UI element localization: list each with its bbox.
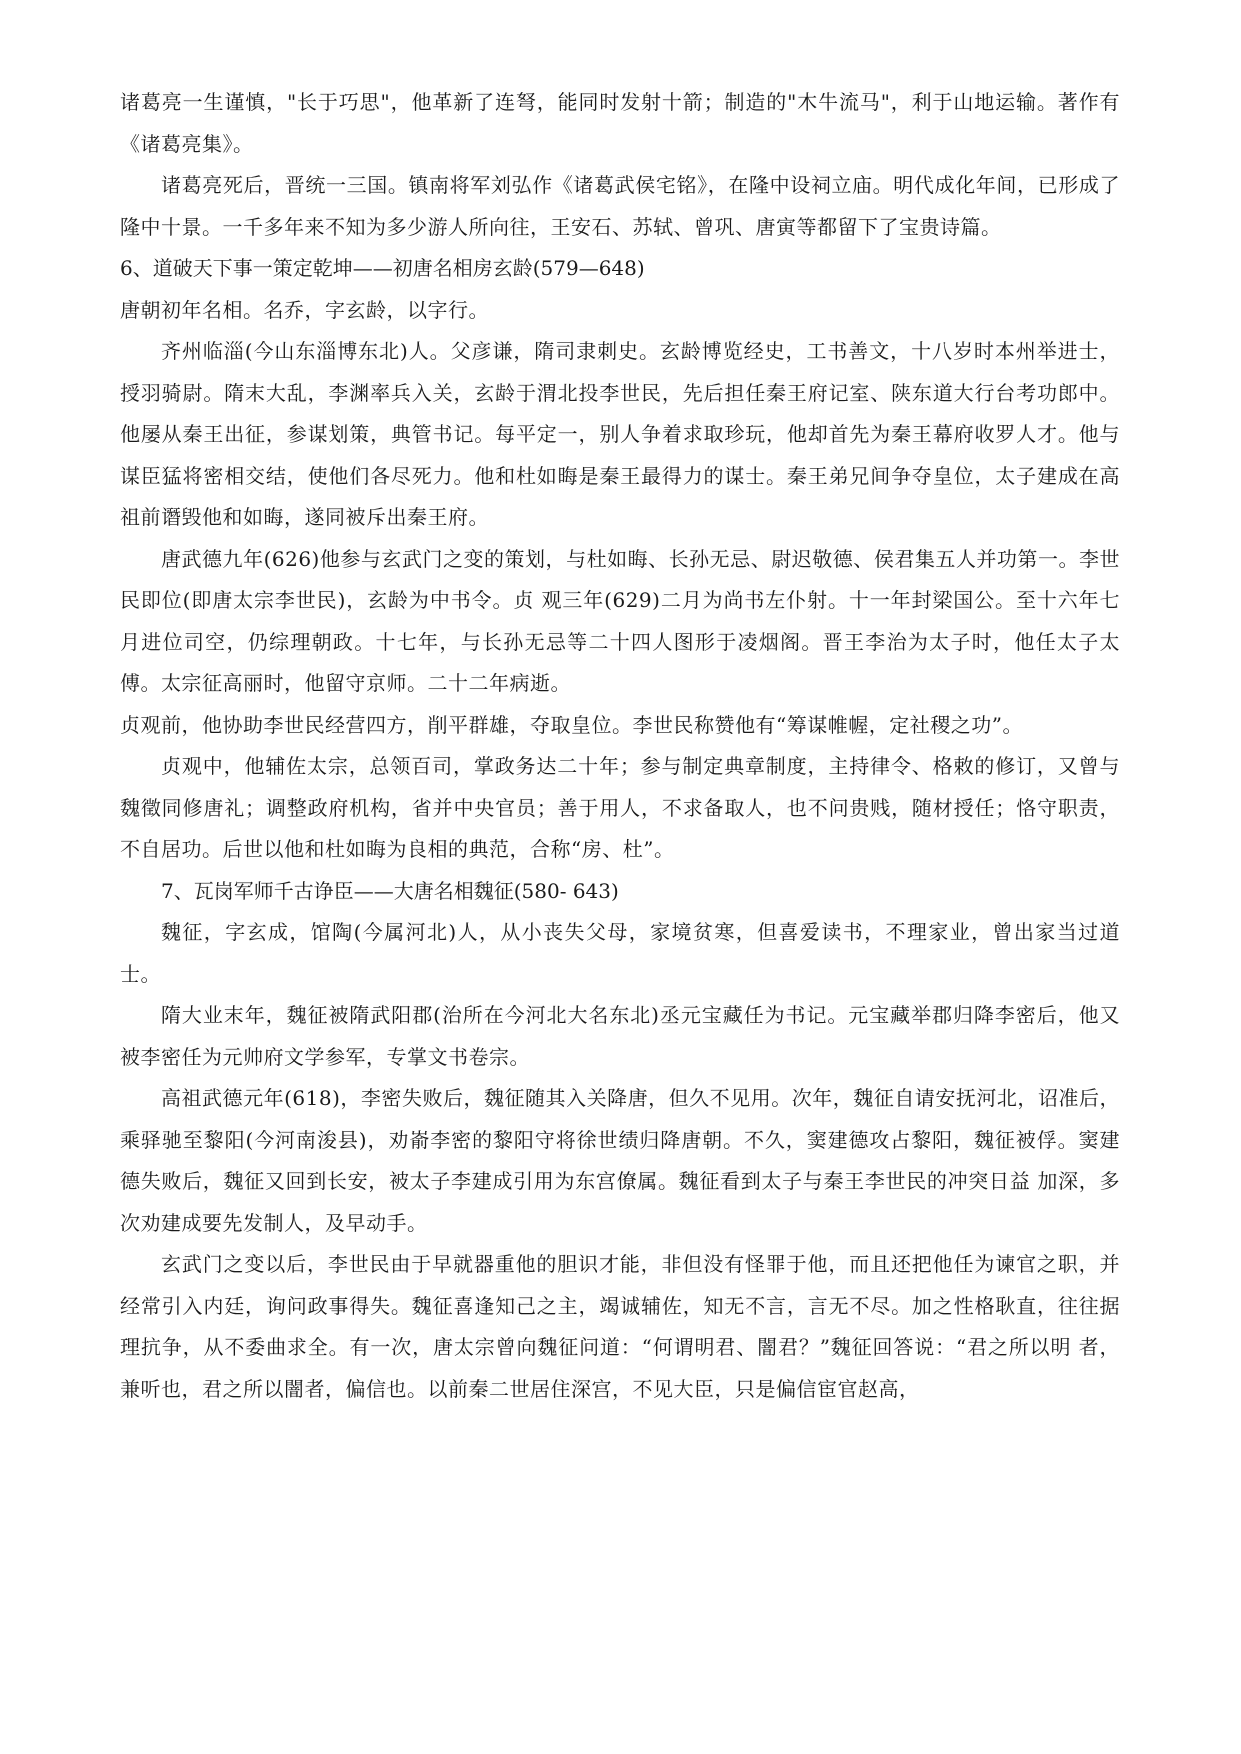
paragraph-fang-zhenguan-before: 贞观前，他协助李世民经营四方，削平群雄，夺取皇位。李世民称赞他有“筹谋帷幄，定社稷之功”。: [120, 712, 1023, 737]
paragraph-fang-zhenguan-during: 贞观中，他辅佐太宗，总领百司，掌政务达二十年；参与制定典章制度，主持律令、格敕的修订，又曾与魏徵同修唐礼；调整政府机构，省并中央官员；善于用人，不求备取人，也不问贵贱，随材授任；恪守职责，不自居功。后世以他和杜如晦为良相的典范，合称“房、杜”。: [120, 754, 1120, 861]
paragraph-fang-intro: 唐朝初年名相。名乔，字玄龄，以字行。: [120, 297, 489, 322]
paragraph-wei-wude: 高祖武德元年(618)，李密失败后，魏征随其入关降唐，但久不见用。次年，魏征自请安抚河北，诏准后，乘驿驰至黎阳(今河南浚县)，劝嵛李密的黎阳守将徐世绩归降唐朝。不久，窦建德攻占黎阳，魏征被俘。窦建德失败后，魏征又回到长安，被太子李建成引用为东宫僚属。魏征看到太子与秦王李世民的冲突日益 加深，多次劝建成要先发制人，及早动手。: [120, 1086, 1120, 1235]
paragraph-fang-origin: 齐州临淄(今山东淄博东北)人。父彦谦，隋司隶刺史。玄龄博览经史，工书善文，十八岁时本州举进士，授羽骑尉。隋末大乱，李渊率兵入关，玄龄于渭北投李世民，先后担任秦王府记室、陕东道大行台考功郎中。他屡从秦王出征，参谋划策，典管书记。每平定一，别人争着求取珍玩，他却首先为秦王幕府收罗人才。他与谋臣猛将密相交结，使他们各尽死力。他和杜如晦是秦王最得力的谋士。秦王弟兄间争夺皇位，太子建成在高祖前谮毁他和如晦，遂同被斥出秦王府。: [120, 339, 1120, 529]
paragraph-wei-sui: 隋大业末年，魏征被隋武阳郡(治所在今河北大名东北)丞元宝藏任为书记。元宝藏举郡归降李密后，他又被李密任为元帅府文学参军，专掌文书卷宗。: [120, 1003, 1120, 1069]
paragraph-wei-intro: 魏征，字玄成，馆陶(今属河北)人，从小丧失父母，家境贫寒，但喜爱读书，不理家业，曾出家当过道士。: [120, 920, 1120, 986]
paragraph-zhuge-legacy: 诸葛亮死后，晋统一三国。镇南将军刘弘作《诸葛武侯宅铭》，在隆中设祠立庙。明代成化年间，已形成了隆中十景。一千多年来不知为多少游人所向往，王安石、苏轼、曾巩、唐寅等都留下了宝贵诗篇。: [120, 173, 1120, 239]
paragraph-zhuge-inventions: 诸葛亮一生谨慎，"长于巧思"，他革新了连弩，能同时发射十箭；制造的"木牛流马"，利于山地运输。著作有《诸葛亮集》。: [120, 90, 1120, 156]
paragraph-fang-wude: 唐武德九年(626)他参与玄武门之变的策划，与杜如晦、长孙无忌、尉迟敬德、侯君集五人并功第一。李世民即位(即唐太宗李世民)，玄龄为中书令。贞 观三年(629)二月为尚书左仆射。十一年封梁国公。至十六年七月进位司空，仍综理朝政。十七年，与长孙无忌等二十四人图形于凌烟阁。晋王李治为太子时，他任太子太傅。太宗征高丽时，他留守京师。二十二年病逝。: [120, 546, 1120, 695]
document-page: [120, 82, 1120, 1410]
section-heading-fang-xuanling: 6、道破天下事一策定乾坤——初唐名相房玄龄(579—648): [120, 256, 645, 280]
paragraph-wei-xuanwu: 玄武门之变以后，李世民由于早就器重他的胆识才能，非但没有怪罪于他，而且还把他任为谏官之职，并经常引入内廷，询问政事得失。魏征喜逢知己之主，竭诚辅佐，知无不言，言无不尽。加之性格耿直，往往据理抗争，从不委曲求全。有一次，唐太宗曾向魏征问道：“何谓明君、闇君？”魏征回答说：“君之所以明 者，兼听也，君之所以闇者，偏信也。以前秦二世居住深宫，不见大臣，只是偏信宦官赵高，: [120, 1252, 1120, 1401]
section-heading-wei-zheng: 7、瓦岗军师千古诤臣——大唐名相魏征(580- 643): [161, 878, 619, 903]
